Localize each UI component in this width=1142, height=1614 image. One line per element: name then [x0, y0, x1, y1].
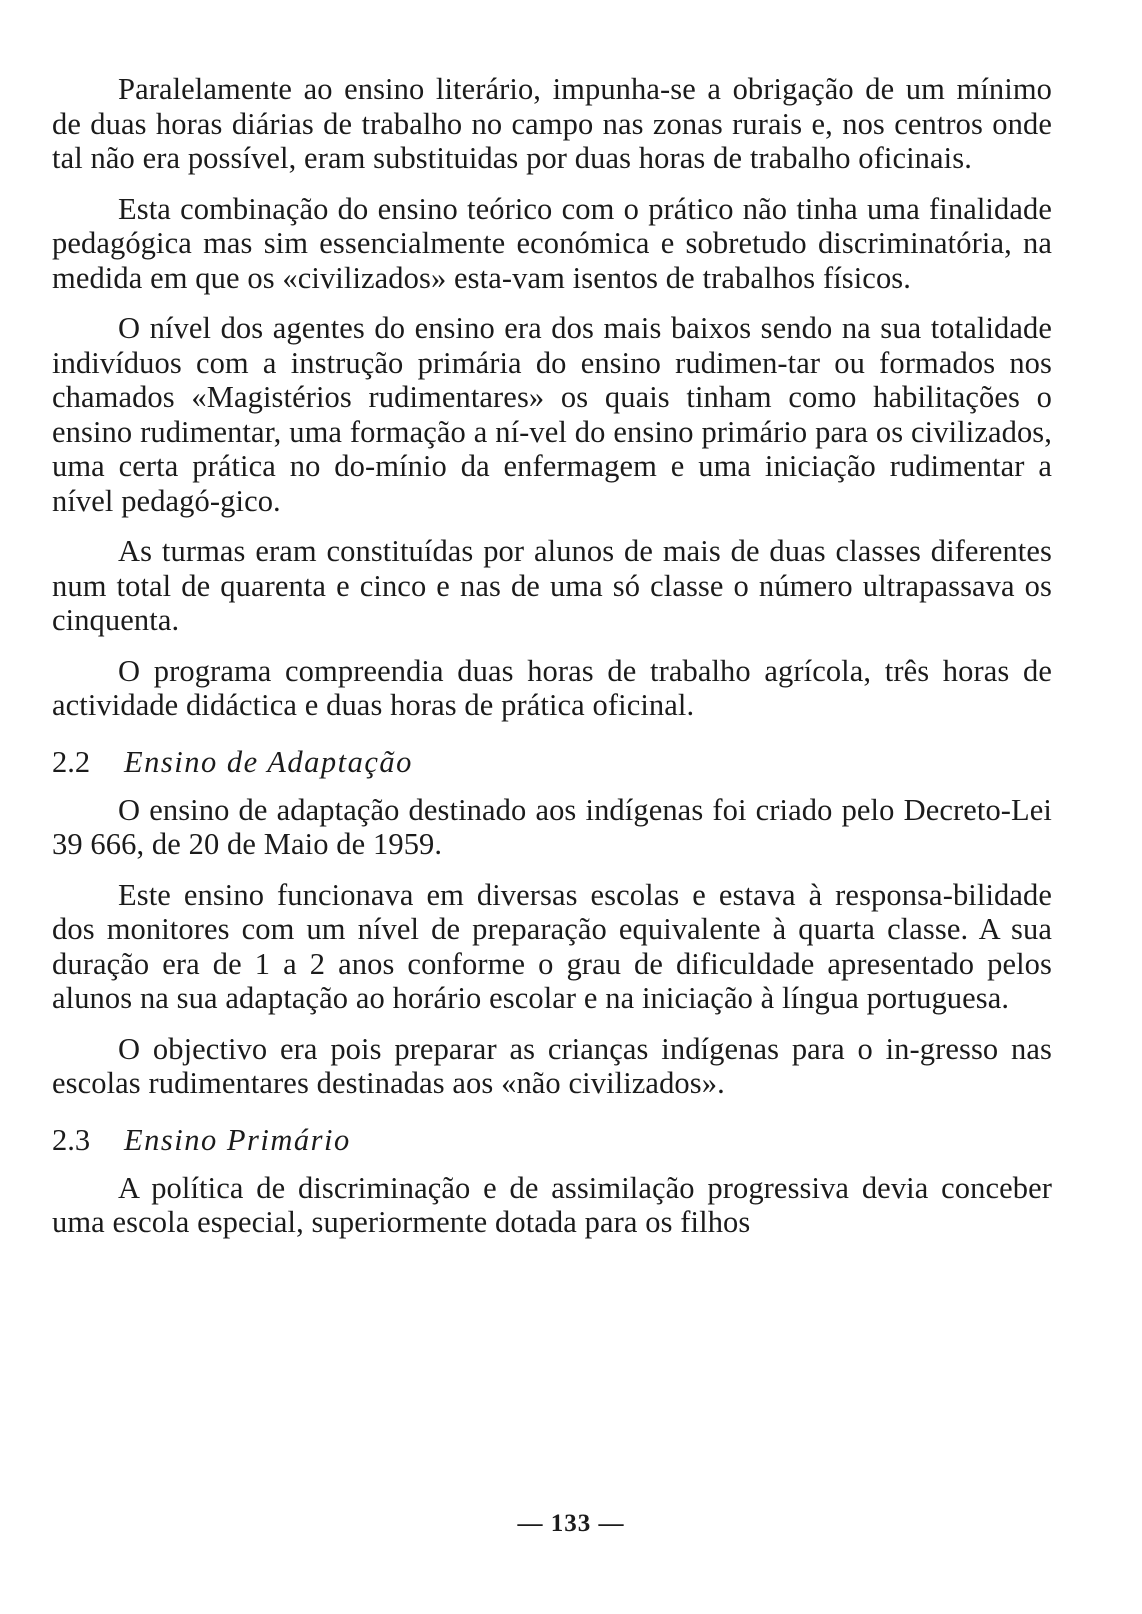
paragraph-adaptation-decree: O ensino de adaptação destinado aos indígenas foi criado pelo Decreto-Lei 39 666, de 20 de Maio de 1959.	[52, 792, 1052, 861]
paragraph-class-size: As turmas eram constituídas por alunos de mais de duas classes diferentes num total de quarenta e cinco e nas de uma só classe o número ultrapassava os cinquenta.	[52, 534, 1052, 637]
section-number: 2.2	[52, 744, 91, 779]
page-body	[52, 72, 1052, 1256]
page-number: — 133 —	[517, 1510, 625, 1537]
section-heading-2-3	[52, 1123, 1052, 1157]
section-title: Ensino Primário	[124, 1122, 351, 1157]
paragraph-programme: O programa compreendia duas horas de trabalho agrícola, três horas de actividade didáctica e duas horas de prática oficinal.	[52, 653, 1052, 722]
section-number: 2.3	[52, 1122, 91, 1157]
paragraph-adaptation-objective: O objectivo era pois preparar as crianças indígenas para o in-gresso nas escolas rudimentares destinadas aos «não civilizados».	[52, 1031, 1052, 1100]
paragraph-combination: Esta combinação do ensino teórico com o prático não tinha uma finalidade pedagógica mas sim essencialmente económica e sobretudo discriminatória, na medida em que os «civilizados» esta-vam isentos de trabalhos físicos.	[52, 191, 1052, 295]
section-heading-2-2	[52, 745, 1052, 779]
paragraph-teacher-level: O nível dos agentes do ensino era dos mais baixos sendo na sua totalidade indivíduos com a instrução primária do ensino rudimen-tar ou formados nos chamados «Magistérios rudimentares» os quais tinham como habilitações o ensino rudimentar, uma formação a ní-vel do ensino primário para os civilizados, uma certa prática no do-mínio da enfermagem e uma iniciação rudimentar a nível pedagó-gico.	[52, 311, 1052, 518]
paragraph-work-hours: Paralelamente ao ensino literário, impunha-se a obrigação de um mínimo de duas horas diárias de trabalho no campo nas zonas rurais e, nos centros onde tal não era possível, eram substituidas por duas horas de trabalho oficinais.	[52, 72, 1052, 175]
paragraph-primary-policy: A política de discriminação e de assimilação progressiva devia conceber uma escola especial, superiormente dotada para os filhos	[52, 1170, 1052, 1239]
section-title: Ensino de Adaptação	[124, 744, 413, 779]
paragraph-adaptation-schools: Este ensino funcionava em diversas escolas e estava à responsa-bilidade dos monitores com um nível de preparação equivalente à quarta classe. A sua duração era de 1 a 2 anos conforme o grau de dificuldade apresentado pelos alunos na sua adaptação ao horário escolar e na iniciação à língua portuguesa.	[52, 877, 1052, 1015]
